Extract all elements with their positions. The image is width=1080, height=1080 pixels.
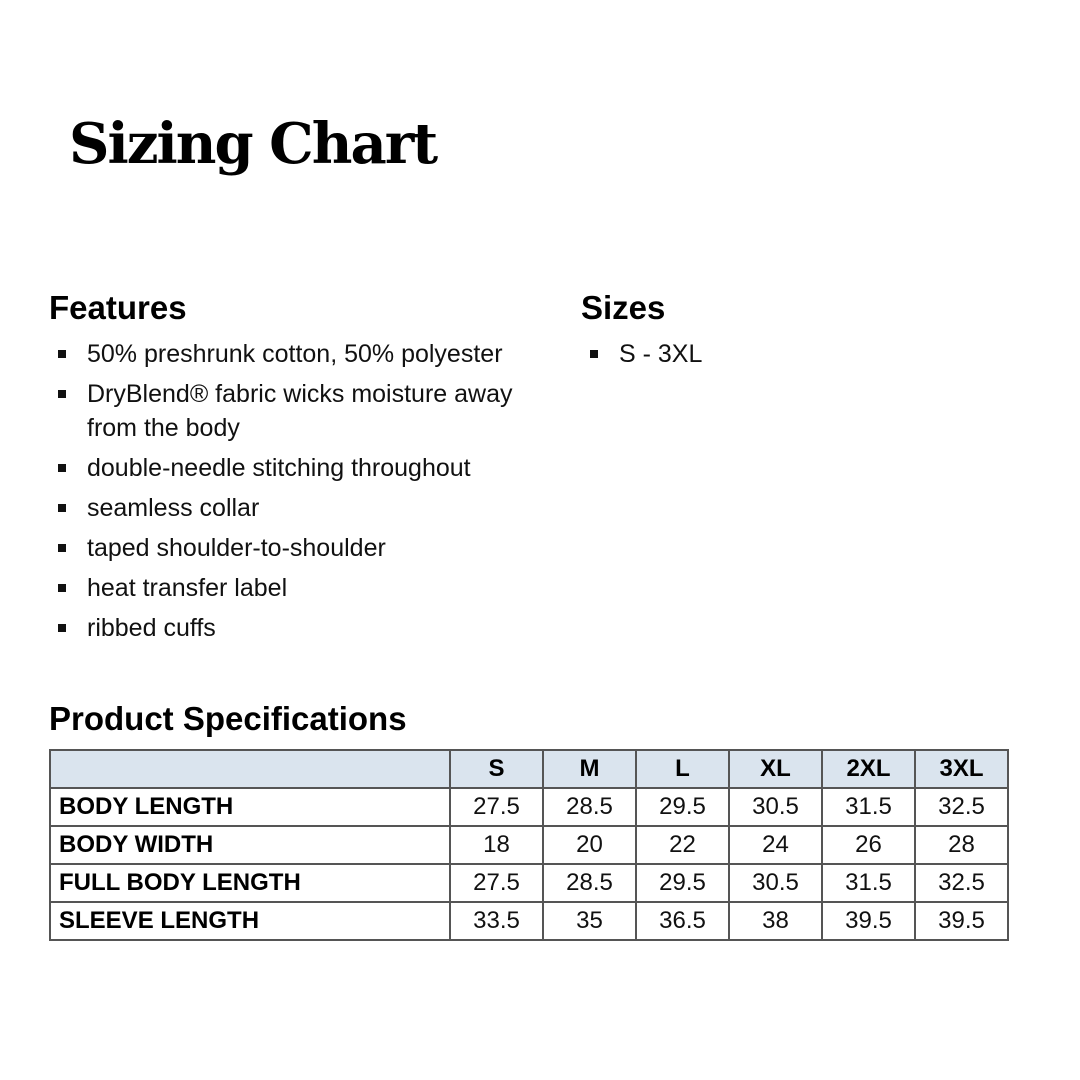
size-item bbox=[588, 337, 888, 371]
table-cell: 38 bbox=[729, 902, 822, 940]
feature-text: 50% preshrunk cotton, 50% polyester bbox=[87, 340, 503, 368]
table-cell: 29.5 bbox=[636, 788, 729, 826]
table-cell: 28.5 bbox=[543, 864, 636, 902]
table-cell: 18 bbox=[450, 826, 543, 864]
table-cell: 33.5 bbox=[450, 902, 543, 940]
feature-text: seamless collar bbox=[87, 494, 260, 522]
square-bullet-icon bbox=[58, 584, 66, 592]
feature-item bbox=[56, 377, 526, 445]
square-bullet-icon bbox=[58, 504, 66, 512]
row-label: SLEEVE LENGTH bbox=[50, 902, 450, 940]
table-cell: 39.5 bbox=[822, 902, 915, 940]
feature-item bbox=[56, 491, 526, 525]
row-label: BODY WIDTH bbox=[50, 826, 450, 864]
table-row bbox=[50, 788, 1008, 826]
specs-heading: Product Specifications bbox=[49, 700, 407, 737]
size-column-header: 2XL bbox=[822, 750, 915, 788]
specs-table bbox=[49, 749, 1009, 941]
table-cell: 31.5 bbox=[822, 788, 915, 826]
header-blank-cell bbox=[50, 750, 450, 788]
table-cell: 35 bbox=[543, 902, 636, 940]
table-cell: 26 bbox=[822, 826, 915, 864]
table-cell: 32.5 bbox=[915, 788, 1008, 826]
table-cell: 30.5 bbox=[729, 788, 822, 826]
table-cell: 24 bbox=[729, 826, 822, 864]
table-cell: 29.5 bbox=[636, 864, 729, 902]
size-column-header: M bbox=[543, 750, 636, 788]
table-cell: 28 bbox=[915, 826, 1008, 864]
feature-item bbox=[56, 611, 526, 645]
table-row bbox=[50, 902, 1008, 940]
table-cell: 28.5 bbox=[543, 788, 636, 826]
table-cell: 30.5 bbox=[729, 864, 822, 902]
features-list bbox=[56, 337, 526, 651]
table-cell: 22 bbox=[636, 826, 729, 864]
table-cell: 32.5 bbox=[915, 864, 1008, 902]
table-cell: 27.5 bbox=[450, 788, 543, 826]
table-row bbox=[50, 826, 1008, 864]
size-column-header: L bbox=[636, 750, 729, 788]
table-row bbox=[50, 864, 1008, 902]
square-bullet-icon bbox=[58, 624, 66, 632]
square-bullet-icon bbox=[58, 464, 66, 472]
row-label: FULL BODY LENGTH bbox=[50, 864, 450, 902]
feature-text: double-needle stitching throughout bbox=[87, 454, 471, 482]
table-cell: 39.5 bbox=[915, 902, 1008, 940]
row-label: BODY LENGTH bbox=[50, 788, 450, 826]
feature-text: ribbed cuffs bbox=[87, 614, 216, 642]
square-bullet-icon bbox=[590, 350, 598, 358]
sizes-heading: Sizes bbox=[581, 289, 666, 326]
feature-text: taped shoulder-to-shoulder bbox=[87, 534, 386, 562]
feature-item bbox=[56, 337, 526, 371]
square-bullet-icon bbox=[58, 544, 66, 552]
table-cell: 27.5 bbox=[450, 864, 543, 902]
size-column-header: XL bbox=[729, 750, 822, 788]
size-range-text: S - 3XL bbox=[619, 340, 703, 368]
size-column-header: 3XL bbox=[915, 750, 1008, 788]
size-column-header: S bbox=[450, 750, 543, 788]
feature-text: DryBlend® fabric wicks moisture away from the body bbox=[87, 380, 513, 442]
table-cell: 36.5 bbox=[636, 902, 729, 940]
table-cell: 31.5 bbox=[822, 864, 915, 902]
page-title: Sizing Chart bbox=[69, 111, 437, 177]
square-bullet-icon bbox=[58, 390, 66, 398]
table-header-row bbox=[50, 750, 1008, 788]
feature-item bbox=[56, 531, 526, 565]
table-cell: 20 bbox=[543, 826, 636, 864]
feature-item bbox=[56, 451, 526, 485]
feature-item bbox=[56, 571, 526, 605]
feature-text: heat transfer label bbox=[87, 574, 288, 602]
features-heading: Features bbox=[49, 289, 187, 326]
square-bullet-icon bbox=[58, 350, 66, 358]
sizes-list bbox=[588, 337, 888, 377]
